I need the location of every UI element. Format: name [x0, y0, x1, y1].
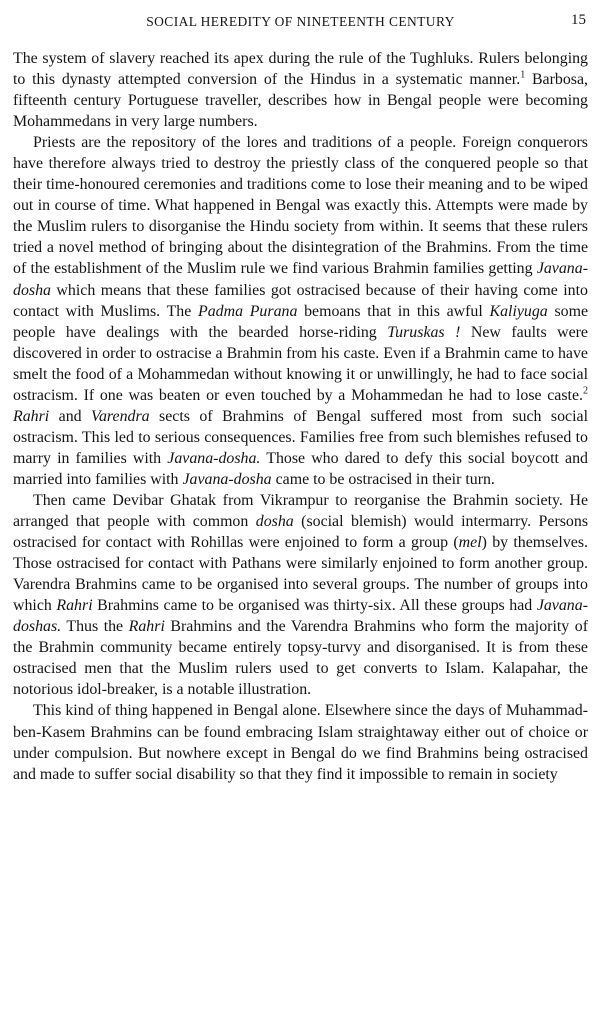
- italic-term: Rahri: [56, 597, 93, 615]
- text-run: Thus the: [61, 618, 129, 636]
- italic-term: Varendra: [91, 407, 150, 425]
- paragraph-1: [13, 48, 588, 132]
- italic-term: Javana-dosha: [13, 260, 588, 299]
- text-run: The system of slavery reached its apex during the rule of the Tughluks. Rulers belonging to this dynasty attempted conversion of the Hindus in a systematic manner.: [13, 50, 588, 89]
- paragraph-3: [13, 490, 588, 700]
- text-run: New faults were discovered in order to ostracise a Brahmin from his caste. Even if a Brahmin came to have smelt the food of a Mohammedan without knowing it or unwillingly, he had to face social ostracism. If one was beaten or even touched by a Mohammedan he had to lose caste.: [13, 323, 588, 404]
- text-run: Then came Devibar Ghatak from Vikrampur to reorganise the Brahmin society. He arranged that people with common: [13, 491, 588, 531]
- book-page: [13, 10, 588, 785]
- text-run: ) by themselves. Those ostracised for contact with Pathans were similarly enjoined to form another group. Varendra Brahmins came to be organised into several groups. The number of groups into which: [13, 534, 588, 615]
- running-head: [13, 10, 588, 36]
- text-run: came to be ostracised in their turn.: [271, 470, 495, 488]
- text-run: (social blemish) would intermarry. Persons ostracised for contact with Rohillas were enjoined to form a group (: [13, 513, 588, 552]
- italic-term: Kaliyuga: [489, 302, 548, 320]
- body-text: [13, 48, 588, 785]
- italic-term: Rahri: [13, 407, 50, 425]
- text-run: some people have dealings with the bearded horse-riding: [13, 302, 589, 341]
- italic-term: Rahri: [128, 618, 165, 636]
- italic-term: dosha: [255, 513, 294, 531]
- paragraph-2: [13, 132, 588, 490]
- text-run: This kind of thing happened in Bengal alone. Elsewhere since the days of Muhammad-ben-Kasem Brahmins can be found embracing Islam straightaway either out of choice or under compulsion. But nowhere except in Bengal do we find Brahmins being ostracised and made to suffer social disability so that they find it impossible to remain in society: [13, 702, 588, 783]
- text-run: bemoans that in this awful: [297, 302, 490, 320]
- footnote-marker: 1: [520, 69, 526, 81]
- running-title: SOCIAL HEREDITY OF NINETEENTH CENTURY: [146, 14, 455, 29]
- text-run: Those who dared to defy this social boycott and married into families with: [13, 449, 588, 488]
- italic-term: Javana-dosha.: [167, 449, 261, 467]
- text-run: which means that these families got ostracised because of their having come into contact with Muslims. The: [13, 281, 588, 320]
- text-run: sects of Brahmins of Bengal suffered most from such social ostracism. This led to serious consequences. Families free from such blemishes refused to marry in families with: [13, 407, 588, 467]
- text-run: Priests are the repository of the lores and traditions of a people. Foreign conquerors have therefore always tried to destroy the priestly class of the conquered people so that their time-honoured ceremonies and traditions come to lose their meaning and to be wiped out in course of time. What happened in Bengal was exactly this. Attempts were made by the Muslim rulers to disorganise the Hindu society from within. It seems that these rulers tried a novel method of bringing about the disintegration of the Brahmins. From the time of the establishment of the Muslim rule we find various Brahmin families getting: [13, 134, 588, 278]
- page-number: 15: [571, 12, 586, 28]
- text-run: and: [49, 407, 92, 425]
- italic-term: mel: [458, 534, 482, 552]
- italic-term: Turuskas !: [387, 323, 461, 341]
- text-run: Brahmins came to be organised was thirty-six. All these groups had: [92, 597, 537, 615]
- italic-term: Padma Purana: [198, 302, 298, 320]
- paragraph-4: [13, 700, 588, 784]
- footnote-marker: 2: [583, 385, 588, 397]
- italic-term: Javana-dosha: [182, 470, 272, 488]
- italic-term: Javana-doshas.: [13, 597, 588, 636]
- text-run: Brahmins and the Varendra Brahmins who form the majority of the Brahmin community became entirely topsy-turvy and disorganised. It is from these ostracised men that the Muslim rulers used to get converts to Islam. Kalapahar, the notorious idol-breaker, is a notable illustration.: [13, 618, 588, 699]
- text-run: Barbosa, fifteenth century Portuguese traveller, describes how in Bengal people were becoming Mohammedans in very large numbers.: [13, 71, 588, 131]
